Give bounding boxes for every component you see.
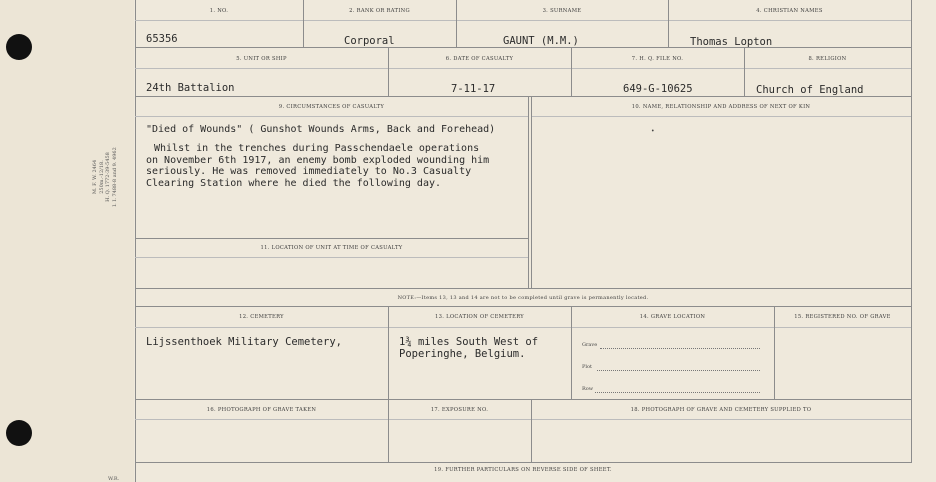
value-location-of-cemetery xyxy=(399,336,538,360)
row6-label-rule xyxy=(135,419,911,420)
location-line: Poperinghe, Belgium. xyxy=(399,348,526,360)
row2-label-rule xyxy=(135,68,911,69)
label-photograph-supplied-to: 18. PHOTOGRAPH OF GRAVE AND CEMETERY SUPPLIED TO xyxy=(630,407,812,413)
value-unit: 24th Battalion xyxy=(146,82,235,94)
divider xyxy=(531,96,532,288)
divider xyxy=(744,47,745,96)
row-field-label: Row xyxy=(582,386,594,392)
row-rule xyxy=(135,399,911,400)
punch-hole-top xyxy=(6,34,32,60)
margin-line: M. F. W. 2464 xyxy=(92,159,98,195)
margin-print-codes xyxy=(92,142,118,212)
row-rule xyxy=(135,462,911,463)
row-rule xyxy=(135,47,911,48)
left-margin xyxy=(0,0,134,482)
row-rule xyxy=(135,306,911,307)
label-christian-names: 4. CHRISTIAN NAMES xyxy=(756,8,823,14)
value-rank: Corporal xyxy=(344,35,395,47)
circumstances-body xyxy=(146,143,526,189)
circumstances-line: on November 6th 1917, an enemy bomb exploded wounding him xyxy=(146,154,490,166)
label-location-of-cemetery: 13. LOCATION OF CEMETERY xyxy=(435,314,524,320)
plot-field-line xyxy=(597,369,760,371)
label-photograph-taken: 16. PHOTOGRAPH OF GRAVE TAKEN xyxy=(206,407,317,413)
punch-hole-bottom xyxy=(6,420,32,446)
label-further-particulars: 19. FURTHER PARTICULARS ON REVERSE SIDE OF SHEET. xyxy=(434,467,612,473)
value-religion: Church of England xyxy=(756,84,864,96)
form-right-border xyxy=(911,0,912,463)
f10-label-rule xyxy=(531,116,911,117)
margin-line: 250m.-12/18. xyxy=(98,160,105,194)
row-rule xyxy=(135,288,911,289)
margin-footer: W.R. xyxy=(108,476,120,482)
label-date: 6. DATE OF CASUALTY xyxy=(445,56,514,62)
divider xyxy=(388,47,389,96)
row5-label-rule xyxy=(135,327,911,328)
value-hq-file: 649-G-10625 xyxy=(623,83,693,95)
row-field-line xyxy=(595,391,760,393)
row-rule xyxy=(135,96,911,97)
margin-line: I. I. 7488-8 and 9. 4962 xyxy=(111,147,118,207)
label-hq-file: 7. H. Q. FILE NO. xyxy=(631,56,684,62)
value-date: 7-11-17 xyxy=(451,83,496,95)
label-grave-location: 14. GRAVE LOCATION xyxy=(639,314,706,320)
value-surname: GAUNT (M.M.) xyxy=(503,35,579,47)
divider xyxy=(528,96,529,288)
label-exposure-no: 17. EXPOSURE NO. xyxy=(430,407,489,413)
circumstances-line: Clearing Station where he died the following day. xyxy=(146,177,442,189)
label-registered-no: 15. REGISTERED NO. OF GRAVE xyxy=(794,314,891,320)
label-location-of-unit: 11. LOCATION OF UNIT AT TIME OF CASUALTY xyxy=(260,245,403,251)
f9-bottom-rule xyxy=(135,238,528,239)
label-unit: 5. UNIT OR SHIP xyxy=(236,56,287,62)
grave-field-line xyxy=(600,347,760,349)
label-number: 1. NO. xyxy=(209,8,229,14)
f9-label-rule xyxy=(135,116,528,117)
circumstances-heading: "Died of Wounds" ( Gunshot Wounds Arms, Back and Forehead) xyxy=(146,124,496,135)
label-next-of-kin: 10. NAME, RELATIONSHIP AND ADDRESS OF NEXT OF KIN xyxy=(631,104,811,110)
label-surname: 3. SURNAME xyxy=(542,8,582,14)
kin-mark: • xyxy=(651,128,655,135)
label-rank: 2. RANK OR RATING xyxy=(349,8,410,14)
value-number: 65356 xyxy=(146,33,178,45)
plot-field-label: Plot xyxy=(582,364,592,370)
label-religion: 8. RELIGION xyxy=(808,56,847,62)
circumstances-line: seriously. He was removed immediately to No.3 Casualty xyxy=(146,166,472,177)
f11-label-rule xyxy=(135,257,528,258)
divider xyxy=(571,47,572,96)
row1-label-rule xyxy=(135,20,911,21)
margin-line: H. Q. 1772-39-5458 xyxy=(105,152,111,202)
grave-field-label: Grave xyxy=(582,342,598,348)
note-text: NOTE:—Items 13, 13 and 14 are not to be completed until grave is permanently located. xyxy=(397,295,649,301)
circumstances-line: Whilst in the trenches during Passchendaele operations xyxy=(154,143,480,154)
label-circumstances: 9. CIRCUMSTANCES OF CASUALTY xyxy=(278,104,385,110)
value-cemetery: Lijssenthoek Military Cemetery, xyxy=(146,336,342,348)
location-line: 1¾ miles South West of xyxy=(399,336,539,348)
value-christian-names: Thomas Lopton xyxy=(690,36,773,48)
label-cemetery: 12. CEMETERY xyxy=(239,314,284,320)
